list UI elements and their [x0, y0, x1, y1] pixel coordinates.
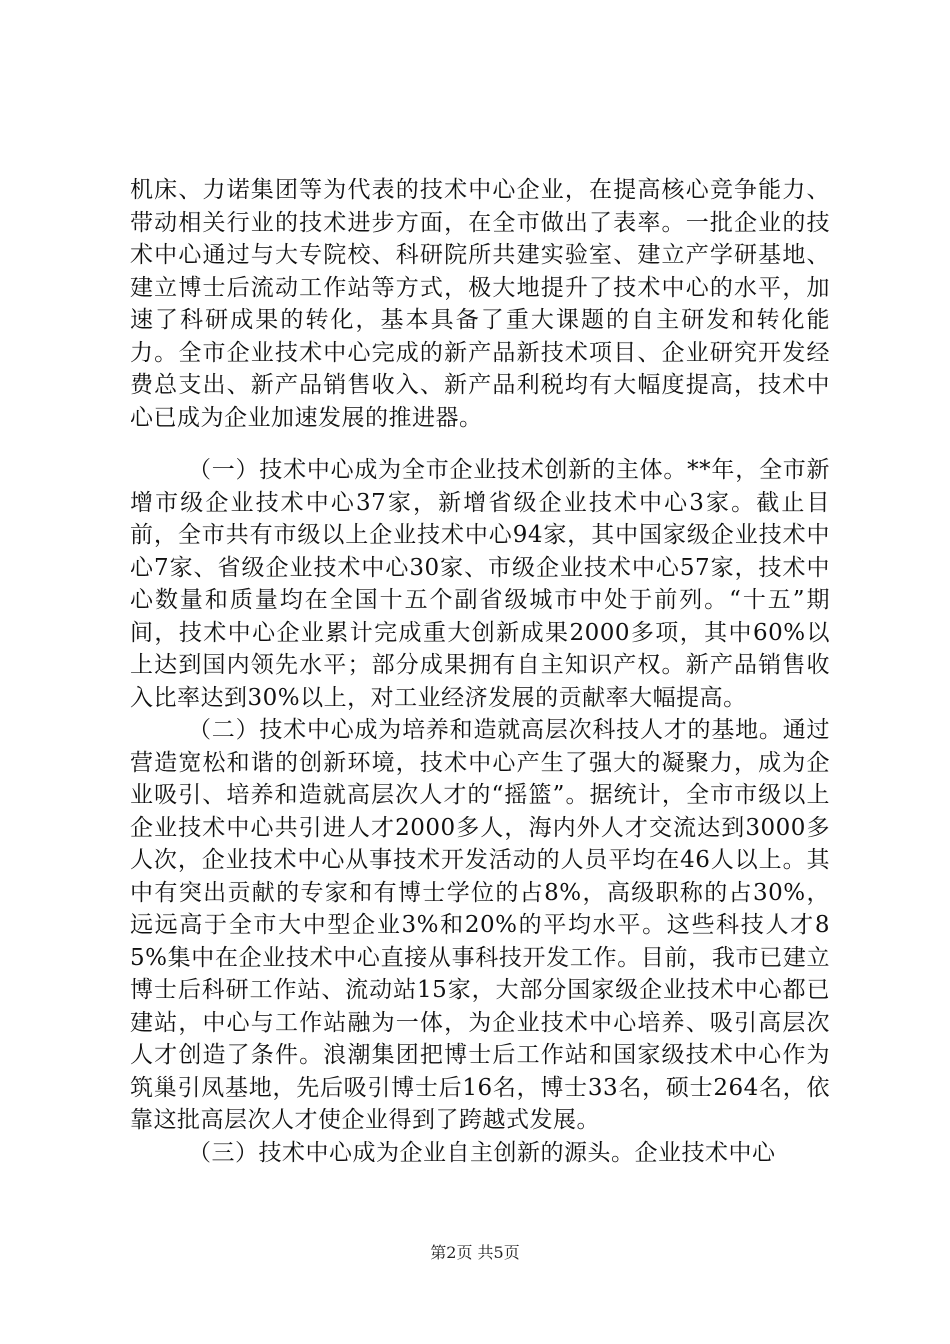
intro-paragraph: 机床、力诺集团等为代表的技术中心企业，在提高核心竞争能力、带动相关行业的技术进步方面，在全市做出了表率。一批企业的技术中心通过与大专院校、科研院所共建实验室、建立产学研基地、建立博士后流动工作站等方式，极大地提升了技术中心的水平，加速了科研成果的转化，基本具备了重大课题的自主研发和转化能力。全市企业技术中心完成的新产品新技术项目、企业研究开发经费总支出、新产品销售收入、新产品利税均有大幅度提高，技术中心已成为企业加速发展的推进器。	[130, 177, 830, 431]
intro-text-block	[130, 174, 830, 434]
main-text-block	[130, 454, 830, 1169]
page-footer	[0, 1243, 950, 1263]
paragraph-1: （一）技术中心成为全市企业技术创新的主体。**年，全市新增市级企业技术中心37家，新增省级企业技术中心3家。截止目前，全市共有市级以上企业技术中心94家，其中国家级企业技术中心7家、省级企业技术中心30家、市级企业技术中心57家，技术中心数量和质量均在全国十五个副省级城市中处于前列。“十五”期间，技术中心企业累计完成重大创新成果2000多项，其中60%以上达到国内领先水平；部分成果拥有自主知识产权。新产品销售收入比率达到30%以上，对工业经济发展的贡献率大幅提高。	[130, 457, 830, 711]
paragraph-3: （三）技术中心成为企业自主创新的源头。企业技术中心	[188, 1139, 776, 1166]
paragraph-2: （二）技术中心成为培养和造就高层次科技人才的基地。通过营造宽松和谐的创新环境，技术中心产生了强大的凝聚力，成为企业吸引、培养和造就高层次人才的“摇篮”。据统计，全市市级以上企业技术中心共引进人才2000多人，海内外人才交流达到3000多人次，企业技术中心从事技术开发活动的人员平均在46人以上。其中有突出贡献的专家和有博士学位的占8%，高级职称的占30%，远远高于全市大中型企业3%和20%的平均水平。这些科技人才85%集中在企业技术中心直接从事科技开发工作。目前，我市已建立博士后科研工作站、流动站15家，大部分国家级企业技术中心都已建站，中心与工作站融为一体，为企业技术中心培养、吸引高层次人才创造了条件。浪潮集团把博士后工作站和国家级技术中心作为筑巢引凤基地，先后吸引博士后16名，博士33名，硕士264名，依靠这批高层次人才使企业得到了跨越式发展。	[130, 717, 830, 1133]
page-number-label: 第2页 共5页	[430, 1243, 520, 1262]
